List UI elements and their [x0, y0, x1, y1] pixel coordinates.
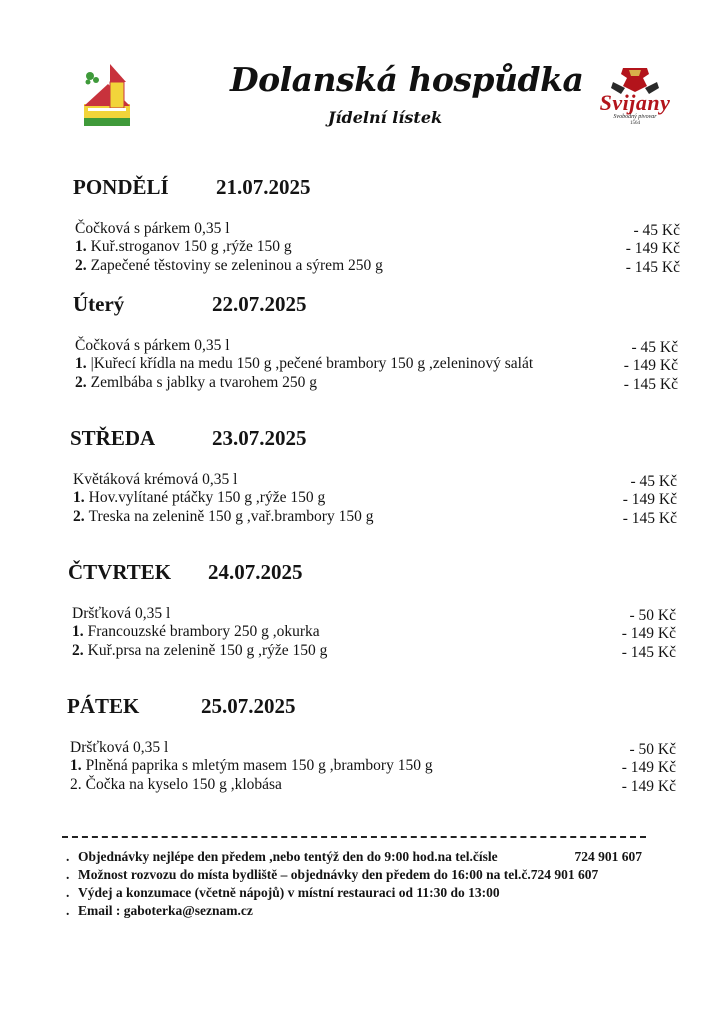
item-text: Květáková krémová 0,35 l: [73, 471, 238, 488]
item-number: 2.: [70, 776, 82, 793]
day-date: 24.07.2025: [208, 560, 303, 584]
page-title: Dolanská hospůdka: [230, 60, 584, 99]
item-number: 1.: [75, 238, 87, 255]
item-price: - 45 Kč: [631, 339, 678, 356]
note-text: Výdej a konzumace (včetně nápojů) v místní restauraci od 11:30 do 13:00: [78, 885, 500, 900]
brewery-year: 1564: [630, 121, 640, 126]
item-price: - 50 Kč: [629, 607, 676, 624]
item-price: - 145 Kč: [621, 644, 676, 661]
day-date: 21.07.2025: [216, 175, 311, 199]
item-text: Hov.vylítané ptáčky 150 g ,rýže 150 g: [88, 489, 326, 506]
day-date: 25.07.2025: [201, 694, 296, 718]
item-text: Čočková s párkem 0,35 l: [75, 337, 230, 354]
item-price: - 149 Kč: [625, 240, 680, 257]
item-price: - 145 Kč: [622, 510, 677, 527]
item-number: 1.: [75, 355, 87, 372]
day-name: Úterý: [73, 292, 125, 316]
item-number: 1.: [70, 757, 82, 774]
day-name: ČTVRTEK: [68, 560, 172, 584]
item-price: - 149 Kč: [621, 759, 676, 776]
item-price: - 145 Kč: [625, 259, 680, 276]
note-pickup: . Výdej a konzumace (včetně nápojů) v místní restauraci od 11:30 do 13:00: [66, 885, 500, 900]
item-number: 1.: [72, 623, 84, 640]
item-price: - 149 Kč: [622, 491, 677, 508]
item-text: Čočka na kyselo 150 g ,klobása: [85, 776, 282, 793]
item-number: 2.: [73, 508, 85, 525]
item-text: Francouzské brambory 250 g ,okurka: [87, 623, 320, 640]
brewery-brand-name: Svijany: [599, 90, 671, 115]
village-logo: [80, 62, 132, 128]
item-price: - 45 Kč: [630, 473, 677, 490]
item-text: Čočková s párkem 0,35 l: [75, 220, 230, 237]
item-text: Zapečené těstoviny se zeleninou a sýrem 250 g: [90, 257, 383, 274]
item-text: Zemlbába s jablky a tvarohem 250 g: [90, 374, 318, 391]
note-text: Objednávky nejlépe den předem ,nebo tentýž den do 9:00 hod.na tel.čísle: [78, 849, 498, 864]
item-price: - 149 Kč: [621, 625, 676, 642]
note-delivery: . Možnost rozvozu do místa bydliště – objednávky den předem do 16:00 na tel.č.724 901 607: [66, 867, 599, 882]
item-price: - 149 Kč: [623, 357, 678, 374]
item-number: 1.: [73, 489, 85, 506]
item-text: Treska na zelenině 150 g ,vař.brambory 150 g: [88, 508, 374, 525]
item-text: Kuř.stroganov 150 g ,rýže 150 g: [90, 238, 292, 255]
item-text: Kuř.prsa na zelenině 150 g ,rýže 150 g: [87, 642, 328, 659]
item-number: 2.: [75, 374, 87, 391]
note-email: . Email : gaboterka@seznam.cz: [66, 903, 253, 918]
day-date: 22.07.2025: [212, 292, 307, 316]
brewery-tagline: Svobodný pivovar: [613, 114, 657, 120]
item-text: Plněná paprika s mletým masem 150 g ,brambory 150 g: [85, 757, 433, 774]
item-price: - 45 Kč: [633, 222, 680, 239]
item-number: 2.: [75, 257, 87, 274]
info-notes: [66, 849, 656, 921]
item-price: - 50 Kč: [629, 741, 676, 758]
day-date: 23.07.2025: [212, 426, 307, 450]
item-text: Dršťková 0,35 l: [72, 605, 171, 622]
day-name: PONDĚLÍ: [73, 175, 169, 199]
page-subtitle: Jídelní lístek: [327, 108, 443, 127]
note-text: Email : gaboterka@seznam.cz: [78, 903, 253, 918]
item-text: |Kuřecí křídla na medu 150 g ,pečené brambory 150 g ,zeleninový salát: [90, 355, 534, 372]
day-name: STŘEDA: [70, 426, 156, 450]
item-text: Dršťková 0,35 l: [70, 739, 169, 756]
note-text: Možnost rozvozu do místa bydliště – objednávky den předem do 16:00 na tel.č.724 901 607: [78, 867, 599, 882]
note-orders: . Objednávky nejlépe den předem ,nebo tentýž den do 9:00 hod.na tel.čísle 724 901 607: [66, 849, 642, 864]
item-number: 2.: [72, 642, 84, 659]
divider: [62, 836, 646, 838]
item-price: - 149 Kč: [621, 778, 676, 795]
day-name: PÁTEK: [67, 694, 140, 718]
note-phone: 724 901 607: [574, 849, 642, 864]
item-price: - 145 Kč: [623, 376, 678, 393]
